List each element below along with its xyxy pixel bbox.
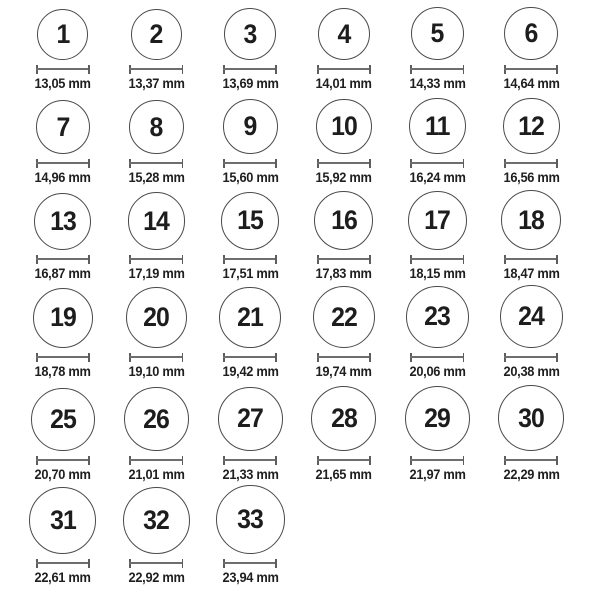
diameter-label: 18,47 mm [503,266,560,281]
dimension-bar [317,162,371,164]
diameter-label: 20,38 mm [503,364,560,380]
dimension-tick-right [556,159,558,168]
ring-circle [216,485,285,554]
ring-size-number: 28 [330,403,357,434]
dimension-tick-right [275,559,277,568]
ring-size-number: 31 [49,505,76,536]
diameter-label: 14,33 mm [409,76,466,92]
ring-size-item [484,0,578,95]
ring-size-item [484,385,578,491]
dimension-line [129,352,183,362]
ring-size-number: 15 [237,205,264,236]
ring-size-item [16,285,110,388]
ring-circle [504,7,558,61]
dimension-bar [317,258,371,260]
ring-size-item [16,0,110,95]
diameter-label: 22,92 mm [128,570,185,585]
dimension-tick-right [275,159,277,168]
dimension-bar [36,356,90,358]
ring-size-item [203,485,297,606]
diameter-label: 14,96 mm [34,170,91,186]
diameter-label: 22,61 mm [34,570,91,585]
dimension-tick-right [556,255,558,264]
ring-size-number: 4 [337,18,351,49]
diameter-label: 21,33 mm [222,467,279,483]
ring-size-item [297,190,391,286]
dimension-bar [36,162,90,164]
diameter-label: 17,51 mm [222,266,279,281]
dimension-line [36,64,90,74]
ring-circle [218,387,283,452]
dimension-line [410,158,464,168]
ring-size-number: 19 [49,302,76,333]
ring-circle [126,287,187,348]
ring-size-number: 21 [237,301,264,332]
dimension-bar [317,68,371,70]
ring-size-number: 30 [518,402,545,433]
ring-size-number: 11 [425,110,450,141]
dimension-tick-right [556,65,558,74]
dimension-tick-right [182,353,184,362]
dimension-tick-right [275,456,277,465]
ring-circle [406,286,469,349]
dimension-tick-right [463,255,465,264]
ring-size-number: 2 [150,19,163,50]
ring-size-item [110,0,204,95]
dimension-tick-right [182,456,184,465]
ring-size-number: 12 [518,110,545,141]
dimension-bar [504,68,558,70]
dimension-tick-right [556,456,558,465]
ring-size-number: 17 [424,204,451,235]
dimension-bar [223,356,277,358]
dimension-line [36,158,90,168]
ring-circle [224,8,276,60]
dimension-bar [36,258,90,260]
dimension-line [504,158,558,168]
dimension-bar [504,258,558,260]
dimension-tick-right [369,456,371,465]
dimension-tick-right [88,353,90,362]
dimension-bar [129,68,183,70]
ring-size-number: 1 [56,19,70,50]
diameter-label: 15,28 mm [128,170,185,186]
chart-row [16,385,578,485]
ring-size-item [203,285,297,388]
ring-circle [33,288,94,349]
dimension-tick-right [182,255,184,264]
diameter-label: 17,19 mm [128,266,185,281]
ring-circle [500,285,563,348]
ring-circle [124,387,188,451]
ring-size-number: 23 [424,301,451,332]
ring-size-number: 5 [431,18,444,49]
dimension-line [317,455,371,465]
ring-size-item [297,95,391,190]
ring-circle [37,9,88,60]
ring-circle [411,7,464,60]
dimension-tick-right [88,456,90,465]
ring-size-number: 8 [150,111,163,142]
diameter-label: 21,97 mm [409,467,466,483]
ring-circle [34,193,91,250]
dimension-bar [410,258,464,260]
dimension-bar [36,562,90,564]
ring-size-item [484,95,578,190]
ring-circle [29,487,96,554]
dimension-line [36,254,90,264]
ring-size-number: 18 [518,204,545,235]
ring-circle [501,190,561,250]
ring-size-item [297,285,391,388]
diameter-label: 20,70 mm [34,467,91,483]
dimension-bar [129,459,183,461]
dimension-tick-right [463,353,465,362]
ring-circle [314,191,373,250]
ring-size-number: 14 [143,205,170,236]
dimension-line [410,254,464,264]
dimension-bar [129,162,183,164]
diameter-label: 18,78 mm [34,364,91,380]
dimension-tick-right [88,559,90,568]
ring-size-item [484,285,578,388]
dimension-line [223,254,277,264]
dimension-tick-right [182,559,184,568]
ring-circle [409,98,465,154]
dimension-line [223,558,277,568]
ring-size-number: 29 [424,402,451,433]
diameter-label: 18,15 mm [409,266,466,281]
dimension-line [223,64,277,74]
dimension-bar [129,562,183,564]
diameter-label: 20,06 mm [409,364,466,380]
ring-size-number: 13 [49,205,76,236]
ring-size-item [203,385,297,491]
ring-circle [318,8,371,61]
ring-size-item [203,0,297,95]
dimension-tick-right [182,159,184,168]
diameter-label: 16,24 mm [409,170,466,186]
ring-size-number: 7 [56,111,70,142]
dimension-bar [223,562,277,564]
ring-size-number: 26 [143,403,170,434]
dimension-tick-right [556,353,558,362]
ring-size-item [110,485,204,606]
dimension-bar [504,459,558,461]
dimension-line [317,254,371,264]
ring-circle [408,191,467,250]
dimension-line [36,352,90,362]
ring-size-item [110,190,204,286]
ring-size-number: 27 [237,403,264,434]
diameter-label: 21,01 mm [128,467,185,483]
diameter-label: 19,42 mm [222,364,279,380]
diameter-label: 15,60 mm [222,170,279,186]
diameter-label: 17,83 mm [315,266,372,281]
diameter-label: 19,10 mm [128,364,185,380]
ring-size-item [391,285,485,388]
diameter-label: 16,87 mm [34,266,91,281]
ring-circle [129,100,184,155]
ring-size-item [391,95,485,190]
ring-size-item [391,385,485,491]
dimension-tick-right [369,255,371,264]
diameter-label: 22,29 mm [503,467,560,483]
ring-size-item [297,0,391,95]
ring-circle [405,386,471,452]
chart-row [16,190,578,285]
dimension-bar [36,459,90,461]
ring-size-item [16,95,110,190]
dimension-bar [317,459,371,461]
dimension-line [129,64,183,74]
dimension-line [504,455,558,465]
dimension-tick-right [182,65,184,74]
ring-circle [221,192,279,250]
ring-size-item [203,95,297,190]
ring-circle [313,286,375,348]
dimension-bar [504,356,558,358]
chart-row [16,485,578,600]
ring-size-number: 6 [524,18,538,49]
diameter-label: 13,37 mm [128,76,185,92]
chart-row [16,0,578,95]
dimension-tick-right [88,255,90,264]
diameter-label: 14,64 mm [503,76,560,92]
diameter-label: 14,01 mm [315,76,372,92]
dimension-line [504,64,558,74]
dimension-tick-right [275,65,277,74]
diameter-label: 13,05 mm [34,76,91,92]
ring-circle [223,99,278,154]
ring-size-item [203,190,297,286]
chart-row [16,95,578,190]
ring-circle [498,385,564,451]
ring-size-item [391,0,485,95]
dimension-tick-right [463,159,465,168]
dimension-line [317,158,371,168]
dimension-line [129,455,183,465]
dimension-line [129,158,183,168]
ring-size-number: 3 [243,18,257,49]
dimension-bar [410,162,464,164]
ring-size-item [391,190,485,286]
dimension-line [223,455,277,465]
dimension-bar [410,68,464,70]
dimension-bar [223,162,277,164]
diameter-label: 19,74 mm [315,364,372,380]
dimension-bar [504,162,558,164]
ring-circle [311,386,376,451]
dimension-bar [129,258,183,260]
ring-size-item [16,190,110,286]
ring-size-item [16,485,110,606]
dimension-tick-right [369,65,371,74]
dimension-tick-right [463,456,465,465]
dimension-line [504,254,558,264]
ring-size-item [110,285,204,388]
dimension-line [410,64,464,74]
dimension-tick-right [463,65,465,74]
diameter-label: 21,65 mm [315,467,372,483]
dimension-line [36,455,90,465]
ring-size-item [297,385,391,491]
ring-circle [128,192,186,250]
ring-size-item [16,385,110,491]
ring-size-item [110,95,204,190]
dimension-line [129,558,183,568]
dimension-line [223,352,277,362]
ring-circle [503,98,560,155]
dimension-bar [36,68,90,70]
ring-size-number: 33 [237,504,264,534]
ring-circle [316,99,372,155]
ring-circle [131,9,183,61]
dimension-bar [410,356,464,358]
dimension-tick-right [369,353,371,362]
ring-circle [36,100,90,154]
ring-size-number: 16 [330,205,357,236]
ring-circle [219,287,281,349]
diameter-label: 16,56 mm [503,170,560,186]
dimension-line [317,352,371,362]
ring-size-item [484,190,578,286]
dimension-bar [223,68,277,70]
dimension-bar [410,459,464,461]
dimension-line [223,158,277,168]
diameter-label: 15,92 mm [315,170,372,186]
ring-size-item [110,385,204,491]
dimension-tick-right [88,65,90,74]
ring-size-number: 9 [243,111,257,142]
ring-size-number: 10 [330,111,357,142]
ring-size-number: 25 [49,403,76,434]
dimension-bar [223,258,277,260]
dimension-bar [223,459,277,461]
dimension-line [504,352,558,362]
dimension-tick-right [275,353,277,362]
ring-circle [31,388,95,452]
dimension-tick-right [369,159,371,168]
diameter-label: 23,94 mm [222,570,279,585]
dimension-tick-right [88,159,90,168]
ring-size-number: 20 [143,302,170,333]
dimension-line [317,64,371,74]
ring-size-number: 22 [330,301,357,332]
dimension-line [36,558,90,568]
dimension-line [129,254,183,264]
dimension-bar [129,356,183,358]
diameter-label: 13,69 mm [222,76,279,92]
dimension-line [410,455,464,465]
ring-circle [123,487,190,554]
dimension-bar [317,356,371,358]
dimension-line [410,352,464,362]
ring-size-number: 32 [143,504,170,535]
ring-size-number: 24 [518,301,545,332]
dimension-tick-right [275,255,277,264]
chart-row [16,285,578,385]
